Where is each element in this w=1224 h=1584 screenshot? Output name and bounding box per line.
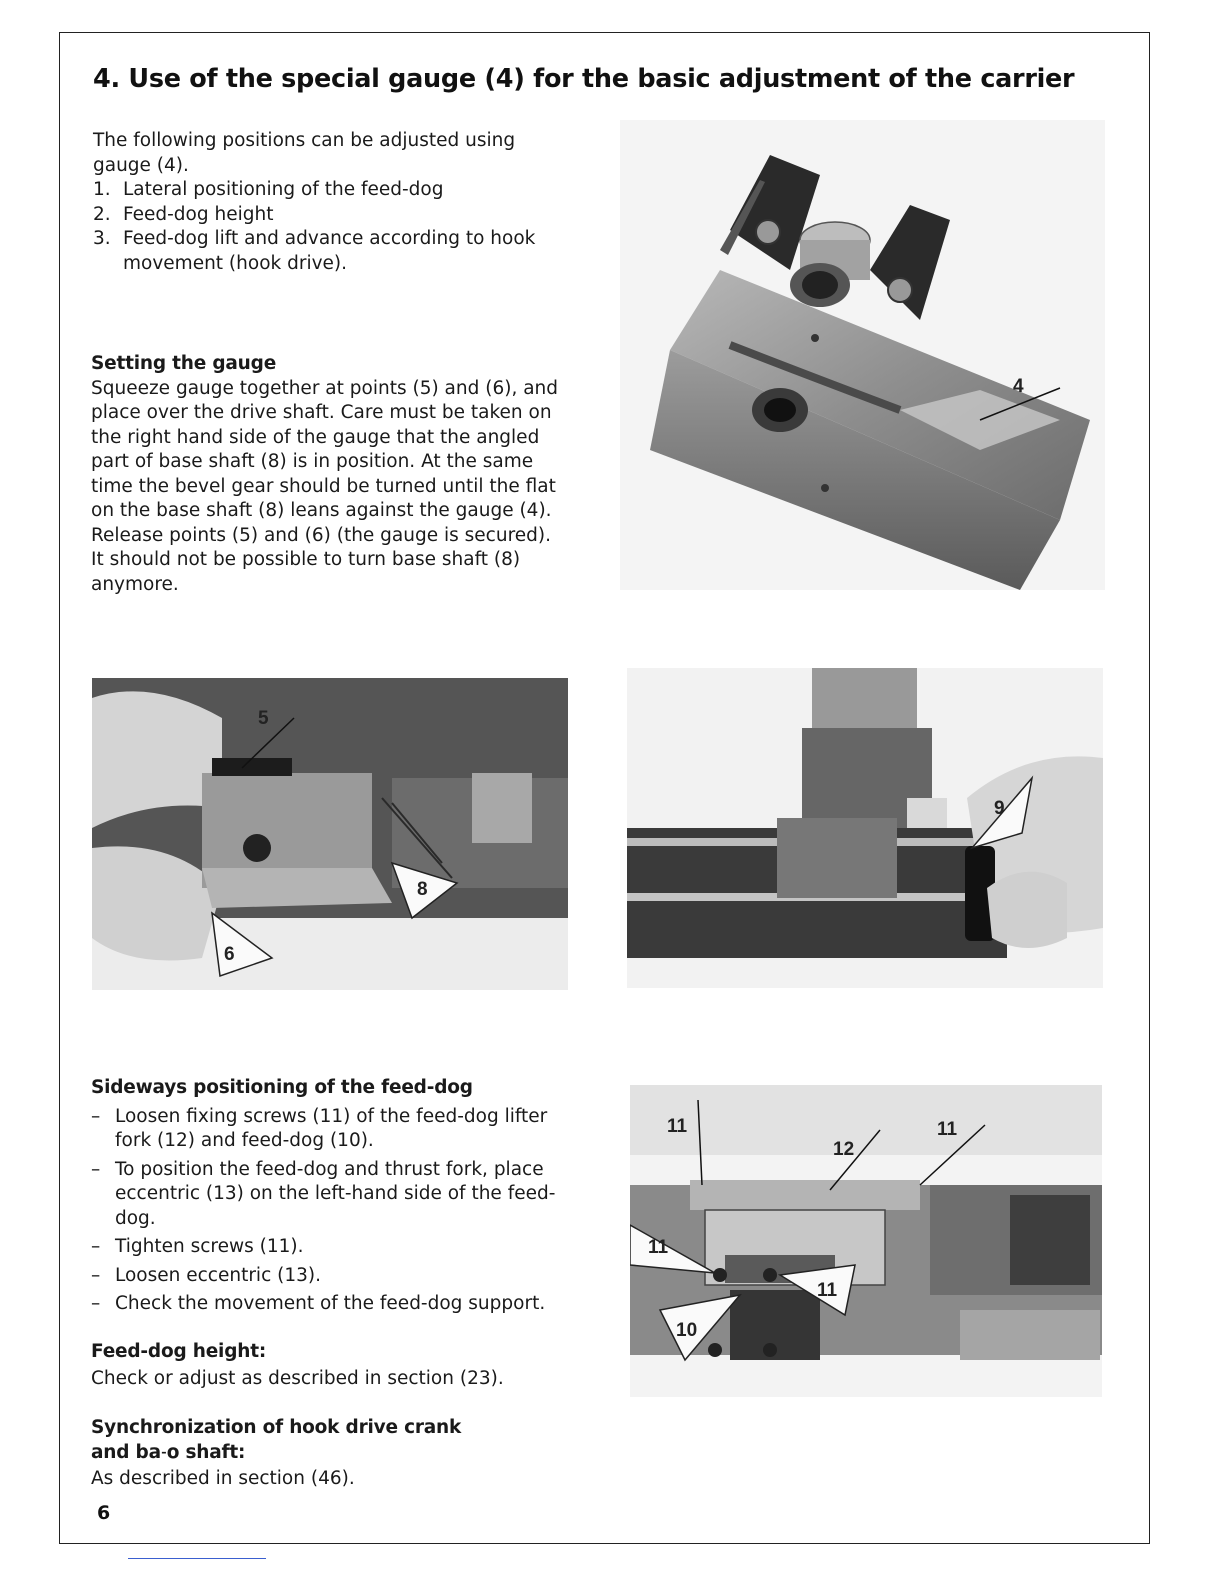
- list-text: Lateral positioning of the feed-dog: [123, 179, 444, 200]
- sideways-list: [91, 1105, 561, 1317]
- list-dash: –: [91, 1293, 101, 1314]
- hand-gauge-illustration: [92, 678, 568, 990]
- page-title: 4. Use of the special gauge (4) for the basic adjustment of the carrier: [93, 64, 1075, 94]
- section-heading: Setting the gauge: [91, 353, 277, 374]
- page-number: 6: [97, 1502, 111, 1524]
- callout-label: 11: [937, 1119, 958, 1140]
- callout-label: 11: [667, 1116, 688, 1137]
- intro-text: The following positions can be adjusted using gauge (4).: [93, 130, 516, 176]
- list-text: Feed-dog lift and advance according to hook movement (hook drive).: [123, 228, 536, 274]
- list-item: [93, 203, 563, 228]
- list-item: [91, 1292, 561, 1317]
- feed-dog-illustration: [630, 1085, 1102, 1397]
- intro-list: [93, 178, 563, 276]
- list-number: 3.: [93, 228, 111, 249]
- list-item: [91, 1264, 561, 1289]
- hand-gauge-photo: [92, 678, 568, 990]
- gauge-illustration: [620, 120, 1105, 590]
- section-heading: Feed-dog height:: [91, 1341, 267, 1362]
- callout-label: 9: [994, 798, 1005, 819]
- section-heading: Sideways positioning of the feed-dog: [91, 1077, 473, 1098]
- bevel-gear-photo: [627, 668, 1103, 988]
- list-item: [93, 178, 563, 203]
- callout-label: 4: [1013, 376, 1024, 397]
- bevel-gear-illustration: [627, 668, 1103, 988]
- callout-label: 11: [817, 1280, 838, 1301]
- list-number: 2.: [93, 203, 111, 225]
- list-text: Feed-dog height: [123, 203, 274, 225]
- section-body: As described in section (46).: [91, 1468, 355, 1489]
- list-text: Check the movement of the feed-dog support.: [115, 1293, 546, 1314]
- list-text: Loosen eccentric (13).: [115, 1264, 321, 1286]
- bottom-link-underline[interactable]: [128, 1558, 266, 1559]
- callout-label: 12: [833, 1139, 855, 1160]
- section-heading: Synchronization of hook drive crank: [91, 1417, 462, 1438]
- list-text: Loosen fixing screws (11) of the feed-dog lifter fork (12) and feed-dog (10).: [115, 1105, 548, 1151]
- list-text: Tighten screws (11).: [115, 1236, 304, 1257]
- setting-gauge-section: [91, 352, 566, 597]
- feed-dog-photo: [630, 1085, 1102, 1397]
- list-dash: –: [91, 1236, 101, 1257]
- callout-label: 10: [676, 1320, 698, 1341]
- synchronization-section: [91, 1416, 561, 1492]
- section-body: Squeeze gauge together at points (5) and (6), and place over the drive shaft. Care must be taken on the right hand side of the gauge that the angled part of base shaft (8) is in position. At the same time the bevel gear should be turned until the flat on the base shaft (8) leans against the gauge (4). Release points (5) and (6) (the gauge is secured). It should not be possible to turn base shaft (8) anymore.: [91, 377, 559, 595]
- list-text: To position the feed-dog and thrust fork, place eccentric (13) on the left-hand side of the feed-dog.: [115, 1158, 556, 1229]
- callout-label: 5: [258, 708, 269, 729]
- list-dash: –: [91, 1105, 101, 1127]
- gauge-photo: [620, 120, 1105, 590]
- list-dash: –: [91, 1158, 101, 1180]
- list-item: [91, 1235, 561, 1260]
- section-heading: and ba˗ο shaft:: [91, 1441, 246, 1463]
- list-item: [91, 1158, 561, 1232]
- intro-block: [93, 129, 563, 276]
- list-item: [93, 227, 563, 276]
- list-item: [91, 1105, 561, 1154]
- list-number: 1.: [93, 179, 111, 200]
- list-dash: –: [91, 1264, 101, 1286]
- callout-label: 11: [648, 1237, 669, 1258]
- section-body: Check or adjust as described in section (23).: [91, 1367, 504, 1389]
- callout-label: 8: [417, 879, 428, 900]
- callout-label: 6: [224, 944, 235, 965]
- feed-dog-height-section: [91, 1340, 561, 1391]
- sideways-section: [91, 1076, 561, 1317]
